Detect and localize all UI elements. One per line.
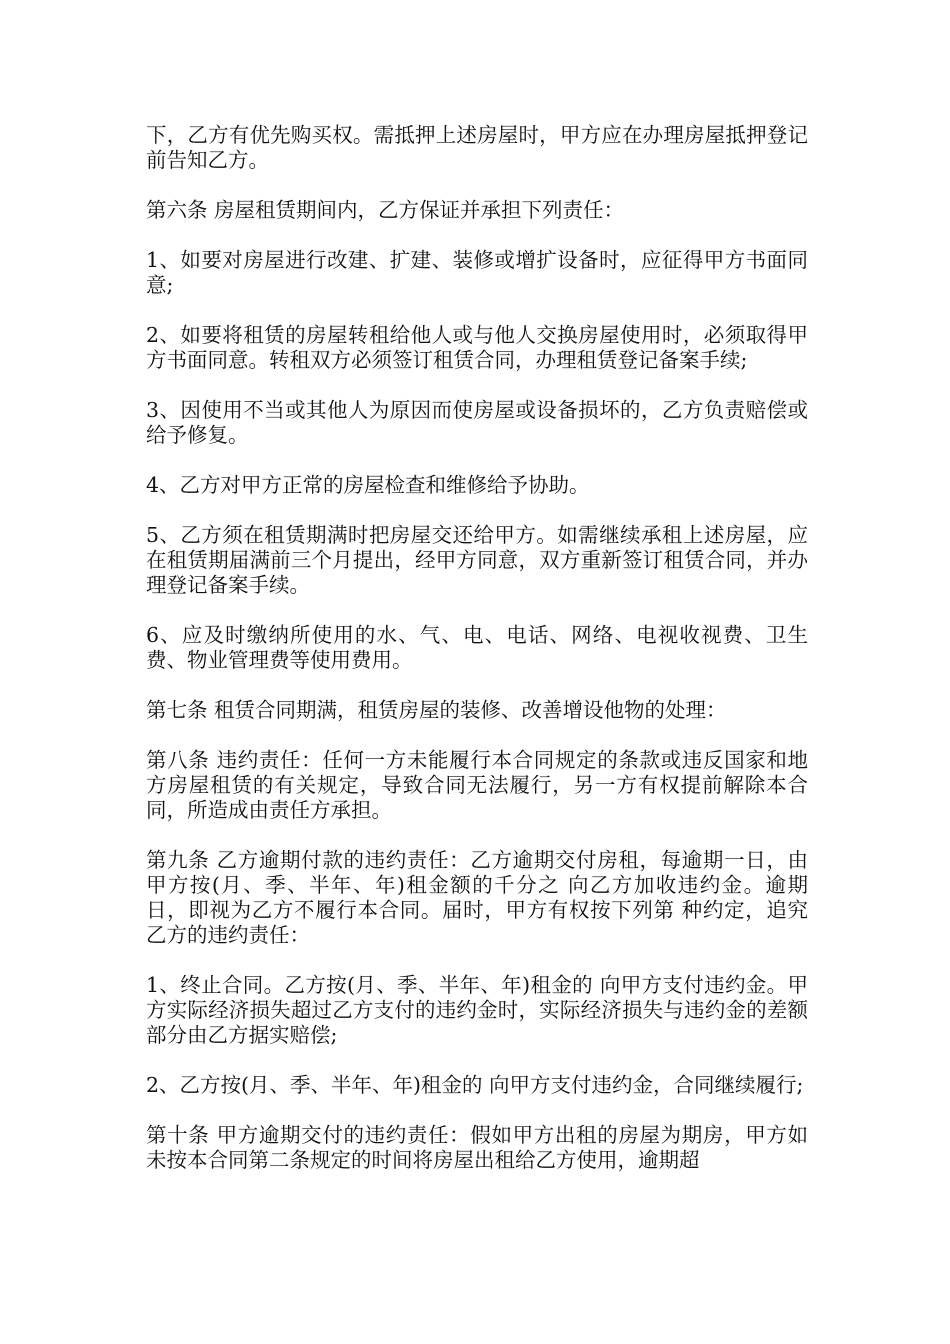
paragraph-priority-purchase: 下，乙方有优先购买权。需抵押上述房屋时，甲方应在办理房屋抵押登记前告知乙方。 bbox=[146, 123, 808, 172]
article-9-item-2: 2、乙方按(月、季、半年、年)租金的 向甲方支付违约金，合同继续履行; bbox=[146, 1073, 804, 1097]
document-page bbox=[146, 123, 808, 1173]
article-7: 第七条 租赁合同期满，租赁房屋的装修、改善增设他物的处理： bbox=[146, 698, 727, 722]
article-6-heading: 第六条 房屋租赁期间内，乙方保证并承担下列责任： bbox=[146, 198, 625, 222]
article-6-item-5: 5、乙方须在租赁期满时把房屋交还给甲方。如需继续承租上述房屋，应在租赁期届满前三个月提出，经甲方同意，双方重新签订租赁合同，并办理登记备案手续。 bbox=[146, 523, 808, 597]
article-9: 第九条 乙方逾期付款的违约责任：乙方逾期交付房租，每逾期一日，由甲方按(月、季、半年、年)租金额的千分之 向乙方加收违约金。逾期 日，即视为乙方不履行本合同。届时，甲方有权按下列第 种约定，追究乙方的违约责任： bbox=[146, 848, 808, 947]
article-6-item-3: 3、因使用不当或其他人为原因而使房屋或设备损坏的，乙方负责赔偿或给予修复。 bbox=[146, 398, 808, 447]
article-9-item-1: 1、终止合同。乙方按(月、季、半年、年)租金的 向甲方支付违约金。甲方实际经济损失超过乙方支付的违约金时，实际经济损失与违约金的差额部分由乙方据实赔偿; bbox=[146, 973, 808, 1047]
article-8: 第八条 违约责任：任何一方未能履行本合同规定的条款或违反国家和地方房屋租赁的有关规定，导致合同无法履行，另一方有权提前解除本合同，所造成由责任方承担。 bbox=[146, 748, 808, 822]
article-6-item-4: 4、乙方对甲方正常的房屋检查和维修给予协助。 bbox=[146, 473, 590, 497]
article-6-item-2: 2、如要将租赁的房屋转租给他人或与他人交换房屋使用时，必须取得甲方书面同意。转租双方必须签订租赁合同，办理租赁登记备案手续; bbox=[146, 323, 808, 372]
article-6-item-6: 6、应及时缴纳所使用的水、气、电、电话、网络、电视收视费、卫生费、物业管理费等使用费用。 bbox=[146, 623, 808, 672]
article-6-item-1: 1、如要对房屋进行改建、扩建、装修或增扩设备时，应征得甲方书面同意; bbox=[146, 248, 808, 297]
article-10: 第十条 甲方逾期交付的违约责任：假如甲方出租的房屋为期房，甲方如未按本合同第二条规定的时间将房屋出租给乙方使用，逾期超 bbox=[146, 1123, 808, 1172]
